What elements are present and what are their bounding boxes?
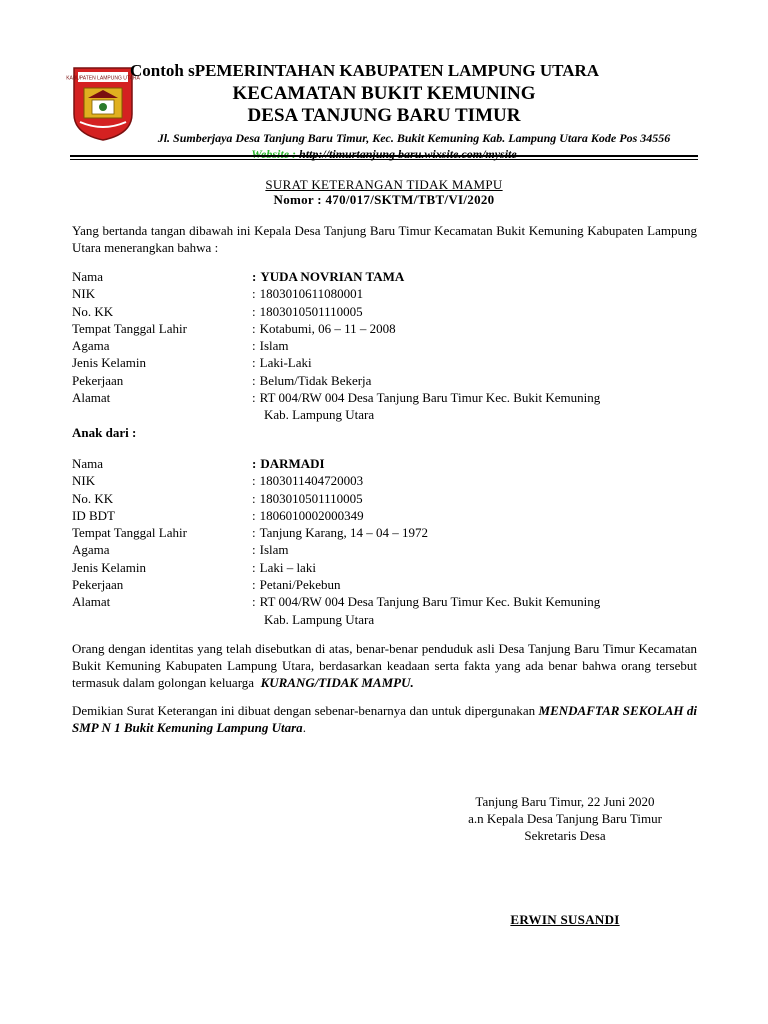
body-text: Orang dengan identitas yang telah disebutkan di atas, benar-benar penduduk asli Desa Tanjung Baru Timur Kecamatan Bukit Kemuning Kabupaten Lampung Utara, berdasarkan keadaan serta fakta yang ada benar bahwa orang tersebut termasuk dalam golongan keluarga: [72, 641, 697, 690]
letterhead: [0, 60, 768, 162]
field-row: Pekerjaan : Belum/Tidak Bekerja: [72, 372, 372, 388]
website-label: Website :: [251, 147, 297, 161]
field-row: NIK : 1803010611080001: [72, 286, 364, 302]
closing-end: .: [302, 720, 306, 735]
person-kk: 1803010501110005: [259, 303, 363, 319]
letterhead-village: DESA TANJUNG BARU TIMUR: [247, 105, 521, 126]
field-label: NIK: [72, 286, 96, 302]
field-row: Tempat Tanggal Lahir : Tanjung Karang, 14 – 04 – 1972: [72, 525, 429, 541]
parent-birth: Tanjung Karang, 14 – 04 – 1972: [259, 525, 429, 541]
field-label: No. KK: [72, 490, 114, 506]
field-label: Tempat Tanggal Lahir: [72, 320, 187, 336]
person-occupation: Belum/Tidak Bekerja: [259, 372, 372, 388]
field-label: Pekerjaan: [72, 577, 124, 593]
field-label: Agama: [72, 338, 110, 354]
status-emphasis: KURANG/TIDAK MAMPU.: [260, 675, 414, 690]
field-label: NIK: [72, 473, 96, 489]
field-row: Tempat Tanggal Lahir : Kotabumi, 06 – 11 – 2008: [72, 320, 396, 336]
person-address: RT 004/RW 004 Desa Tanjung Baru Timur Kec. Bukit Kemuning: [259, 390, 601, 406]
person-address-cont: Kab. Lampung Utara: [264, 407, 375, 423]
letter-heading: SURAT KETERANGAN TIDAK MAMPU: [265, 177, 503, 192]
letter-number: Nomor : 470/017/SKTM/TBT/VI/2020: [273, 192, 495, 207]
parent-name: DARMADI: [260, 456, 325, 471]
field-row: ID BDT : 1806010002000349: [72, 507, 364, 523]
field-row: Jenis Kelamin : Laki – laki: [72, 559, 316, 575]
parent-details: [72, 455, 702, 628]
signer-name: ERWIN SUSANDI: [510, 912, 620, 927]
parent-address-cont: Kab. Lampung Utara: [264, 611, 375, 627]
field-label: Nama: [72, 269, 104, 284]
letterhead-divider-thick: [70, 155, 698, 157]
logo-caption: KABUPATEN LAMPUNG UTARA: [66, 75, 140, 82]
field-label: No. KK: [72, 303, 114, 319]
website-url: http://timurtanjung baru.wixsite.com/mysite: [299, 147, 517, 161]
parent-religion: Islam: [259, 542, 289, 558]
signature-block: [420, 793, 710, 844]
parent-bdt: 1806010002000349: [259, 507, 364, 523]
field-row: Agama : Islam: [72, 338, 289, 354]
field-label: Nama: [72, 456, 104, 471]
person-name: YUDA NOVRIAN TAMA: [260, 269, 405, 284]
parent-kk: 1803010501110005: [259, 490, 363, 506]
child-of-label: Anak dari :: [72, 425, 137, 440]
letterhead-address: Jl. Sumberjaya Desa Tanjung Baru Timur, Kec. Bukit Kemuning Kab. Lampung Utara Kode Pos 34556: [157, 131, 671, 145]
field-label: Alamat: [72, 594, 111, 610]
field-row: No. KK : 1803010501110005: [72, 490, 363, 506]
closing-text: Demikian Surat Keterangan ini dibuat dengan sebenar-benarnya dan untuk dipergunakan: [72, 703, 536, 718]
person-religion: Islam: [259, 338, 289, 354]
field-row: Alamat : RT 004/RW 004 Desa Tanjung Baru Timur Kec. Bukit Kemuning: [72, 594, 601, 610]
person-gender: Laki-Laki: [259, 355, 312, 371]
field-row: NIK : 1803011404720003: [72, 473, 364, 489]
field-row: Pekerjaan : Petani/Pekebun: [72, 577, 341, 593]
letterhead-district: KECAMATAN BUKIT KEMUNING: [232, 83, 536, 104]
closing-paragraph: [72, 702, 697, 736]
field-row: Nama : YUDA NOVRIAN TAMA: [72, 269, 405, 284]
field-label: Jenis Kelamin: [72, 559, 147, 575]
document-title: [0, 177, 768, 207]
field-row: Agama : Islam: [72, 542, 289, 558]
field-label: Pekerjaan: [72, 372, 124, 388]
sign-position: Sekretaris Desa: [524, 828, 606, 843]
person-birth: Kotabumi, 06 – 11 – 2008: [259, 320, 396, 336]
sign-on-behalf: a.n Kepala Desa Tanjung Baru Timur: [468, 811, 662, 826]
parent-gender: Laki – laki: [259, 559, 316, 575]
field-row: Nama : DARMADI: [72, 456, 325, 471]
parent-occupation: Petani/Pekebun: [259, 577, 341, 593]
field-label: Jenis Kelamin: [72, 355, 147, 371]
parent-address: RT 004/RW 004 Desa Tanjung Baru Timur Kec. Bukit Kemuning: [259, 594, 601, 610]
intro-paragraph: Yang bertanda tangan dibawah ini Kepala Desa Tanjung Baru Timur Kecamatan Bukit Kemuning Kabupaten Lampung Utara menerangkan bahwa :: [72, 223, 697, 255]
field-row: Jenis Kelamin : Laki-Laki: [72, 355, 312, 371]
parent-nik: 1803011404720003: [259, 473, 364, 489]
letterhead-government: Contoh sPEMERINTAHAN KABUPATEN LAMPUNG UTARA: [130, 61, 600, 80]
field-label: ID BDT: [72, 507, 115, 523]
field-label: Agama: [72, 542, 110, 558]
field-label: Alamat: [72, 390, 111, 406]
person-nik: 1803010611080001: [259, 286, 364, 302]
field-label: Tempat Tanggal Lahir: [72, 525, 187, 541]
field-row: No. KK : 1803010501110005: [72, 303, 363, 319]
field-row: Alamat : RT 004/RW 004 Desa Tanjung Baru Timur Kec. Bukit Kemuning: [72, 390, 601, 406]
letterhead-divider-thin: [70, 159, 698, 160]
sign-place-date: Tanjung Baru Timur, 22 Juni 2020: [475, 794, 655, 809]
body-paragraph: [72, 640, 697, 691]
purpose-emphasis: MENDAFTAR SEKOLAH di SMP N 1 Bukit Kemuning Lampung Utara: [72, 703, 697, 735]
person-details: [72, 268, 702, 424]
